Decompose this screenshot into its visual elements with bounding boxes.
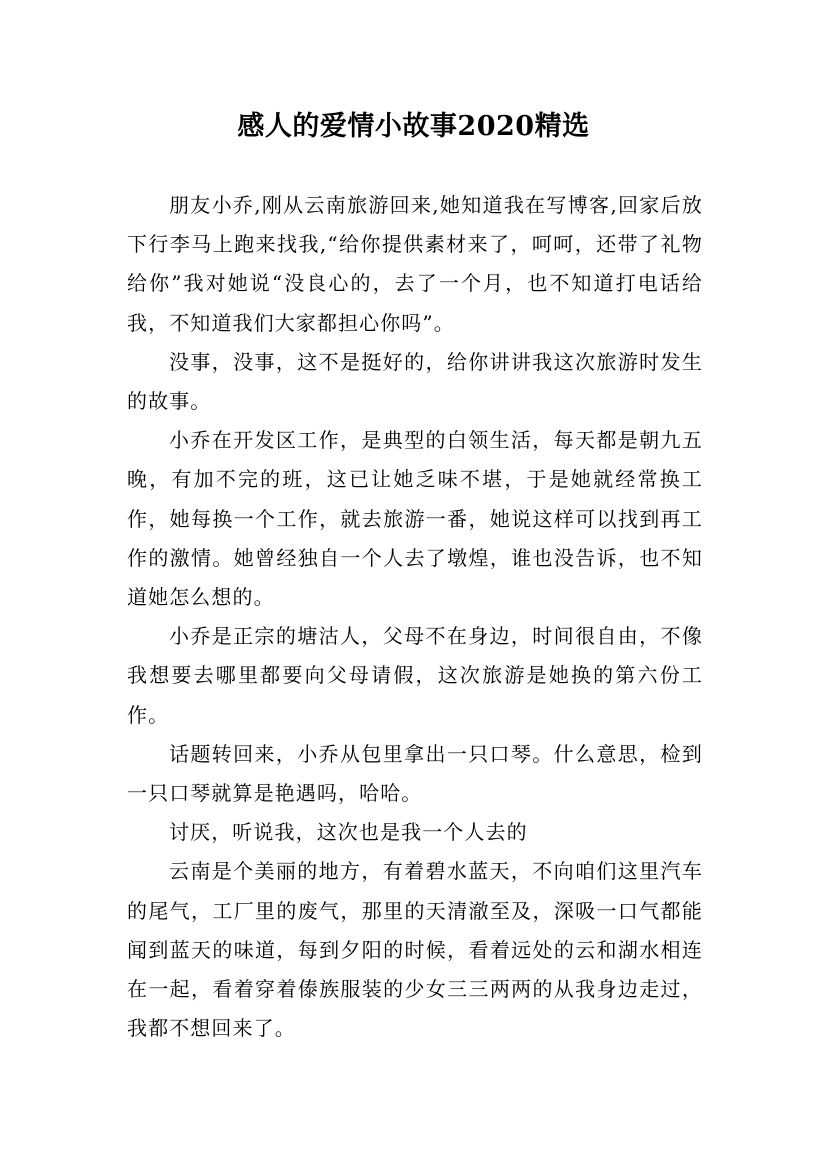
- paragraph: 小乔在开发区工作，是典型的白领生活，每天都是朝九五晚，有加不完的班，这已让她乏味不堪，于是她就经常换工作，她每换一个工作，就去旅游一番，她说这样可以找到再工作的激情。她曾经独自一个人去了墩煌，谁也没告诉，也不知道她怎么想的。: [127, 428, 703, 610]
- document-body: [127, 186, 703, 1048]
- paragraph: 没事，没事，这不是挺好的，给你讲讲我这次旅游时发生的故事。: [127, 349, 703, 414]
- paragraph: 讨厌，听说我，这次也是我一个人去的: [169, 820, 528, 845]
- paragraph: 话题转回来，小乔从包里拿出一只口琴。什么意思，检到一只口琴就算是艳遇吗，哈哈。: [127, 741, 703, 806]
- paragraph: 小乔是正宗的塘沽人，父母不在身边，时间很自由，不像我想要去哪里都要向父母请假，这次旅游是她换的第六份工作。: [127, 624, 703, 727]
- paragraph: 云南是个美丽的地方，有着碧水蓝天，不向咱们这里汽车的尾气，工厂里的废气，那里的天清澈至及，深吸一口气都能闻到蓝天的味道，每到夕阳的时候，看着远处的云和湖水相连在一起，看着穿着傣族服装的少女三三两两的从我身边走过，我都不想回来了。: [127, 859, 703, 1041]
- document-title: 感人的爱情小故事2020精选: [237, 111, 590, 142]
- paragraph: 朋友小乔,刚从云南旅游回来,她知道我在写博客,回家后放下行李马上跑来找我,“给你提供素材来了，呵呵，还带了礼物给你”我对她说“没良心的，去了一个月，也不知道打电话给我，不知道我们大家都担心你吗”。: [127, 193, 703, 335]
